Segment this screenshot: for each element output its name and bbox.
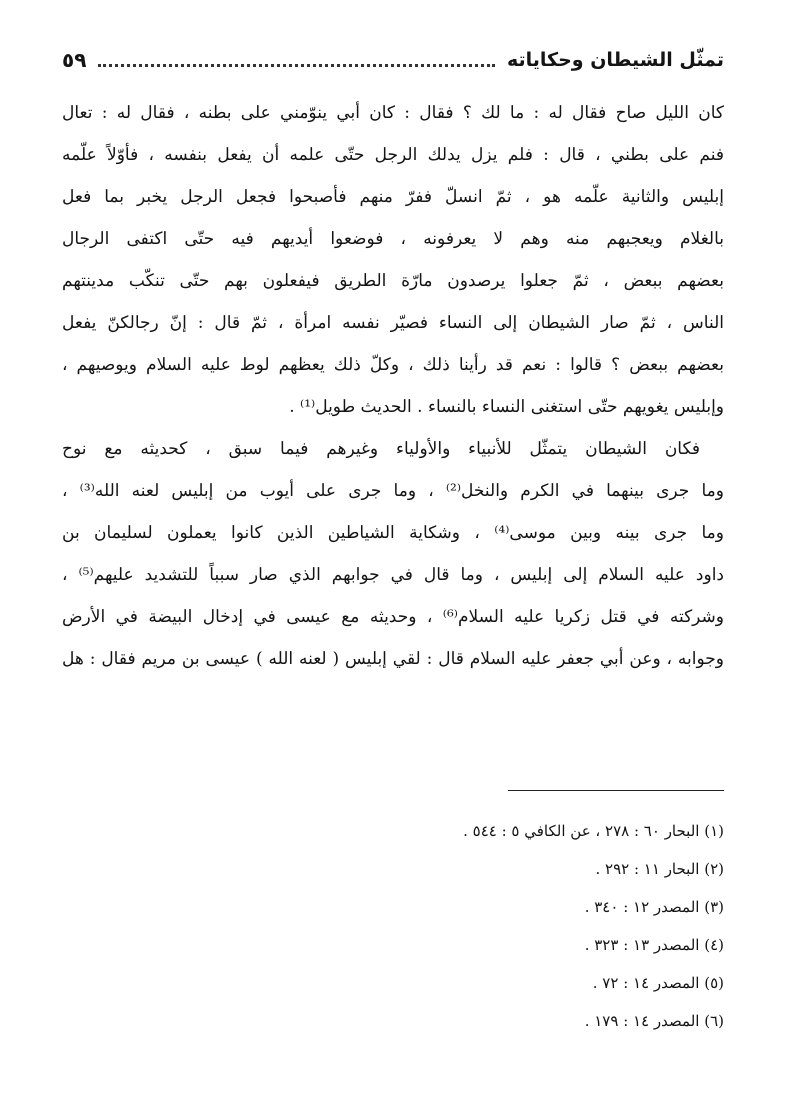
footnote: (٥) المصدر ١٤ : ٧٢ . (592, 974, 724, 992)
page-header (62, 40, 724, 80)
page-number: ٥٩ (62, 48, 87, 72)
text-line: وما جرى بينه وبين موسى⁽⁴⁾ ، وشكاية الشياطين الذين كانوا يعملون لسليمان بن (62, 523, 724, 543)
text-line: إبليس والثانية علّمه هو ، ثمّ انسلّ ففرّ منهم فأصبحوا فجعل الرجل يخبر بما فعل (62, 187, 724, 207)
text-line: فنم على بطني ، قال : فلم يزل يدلك الرجل حتّى علمه أن يفعل بنفسه ، فأوّلاً علّمه (62, 145, 724, 165)
footnote: (١) البحار ٦٠ : ٢٧٨ ، عن الكافي ٥ : ٥٤٤ . (463, 822, 724, 840)
footnotes (200, 812, 724, 1040)
text-line: بعضهم ببعض ، ثمّ جعلوا يرصدون مارّة الطريق فيفعلون بهم حتّى تنكّب مدينتهم (62, 271, 724, 291)
text-line: فكان الشيطان يتمثّل للأنبياء والأولياء وغيرهم فيما سبق ، كحديثه مع نوح (62, 439, 700, 459)
text-line: بعضهم ببعض ؟ قالوا : نعم قد رأينا ذلك ، وكلّ ذلك يعظهم لوط عليه السلام ويوصيهم ، (62, 355, 724, 375)
footnote: (٦) المصدر ١٤ : ١٧٩ . (584, 1012, 724, 1030)
text-line: وما جرى بينهما في الكرم والنخل⁽²⁾ ، وما جرى على أيوب من إبليس لعنه الله⁽³⁾ ، (62, 481, 724, 501)
running-title: تمثّل الشيطان وحكاياته (506, 49, 724, 71)
text-line: وإبليس يغويهم حتّى استغنى النساء بالنساء . الحديث طويل⁽¹⁾ . (289, 397, 724, 417)
text-line: داود عليه السلام إلى إبليس ، وما قال في جوابهم الذي صار سبباً للتشديد عليهم⁽⁵⁾ ، (62, 565, 724, 585)
text-line: وجوابه ، وعن أبي جعفر عليه السلام قال : لقي إبليس ( لعنه الله ) عيسى بن مريم فقال : هل (62, 649, 724, 669)
text-line: بالغلام ويعجبهم منه وهم لا يعرفونه ، فوضعوا أيديهم فيه حتّى اكتفى الرجال (62, 229, 724, 249)
footnote-separator (508, 790, 724, 791)
footnote: (٣) المصدر ١٢ : ٣٤٠ . (584, 898, 724, 916)
text-line: كان الليل صاح فقال له : ما لك ؟ فقال : كان أبي ينوّمني على بطنه ، فقال له : تعال (62, 103, 724, 123)
text-line: الناس ، ثمّ صار الشيطان إلى النساء فصيّر نفسه امرأة ، ثمّ قال : إنّ رجالكنّ يفعل (62, 313, 724, 333)
text-line: وشركته في قتل زكريا عليه السلام⁽⁶⁾ ، وحديثه مع عيسى في إدخال البيضة في الأرض (62, 607, 724, 627)
footnote: (٢) البحار ١١ : ٢٩٢ . (595, 860, 724, 878)
main-text (62, 92, 724, 680)
footnote: (٤) المصدر ١٣ : ٣٢٣ . (584, 936, 724, 954)
dotted-leader (98, 64, 495, 67)
